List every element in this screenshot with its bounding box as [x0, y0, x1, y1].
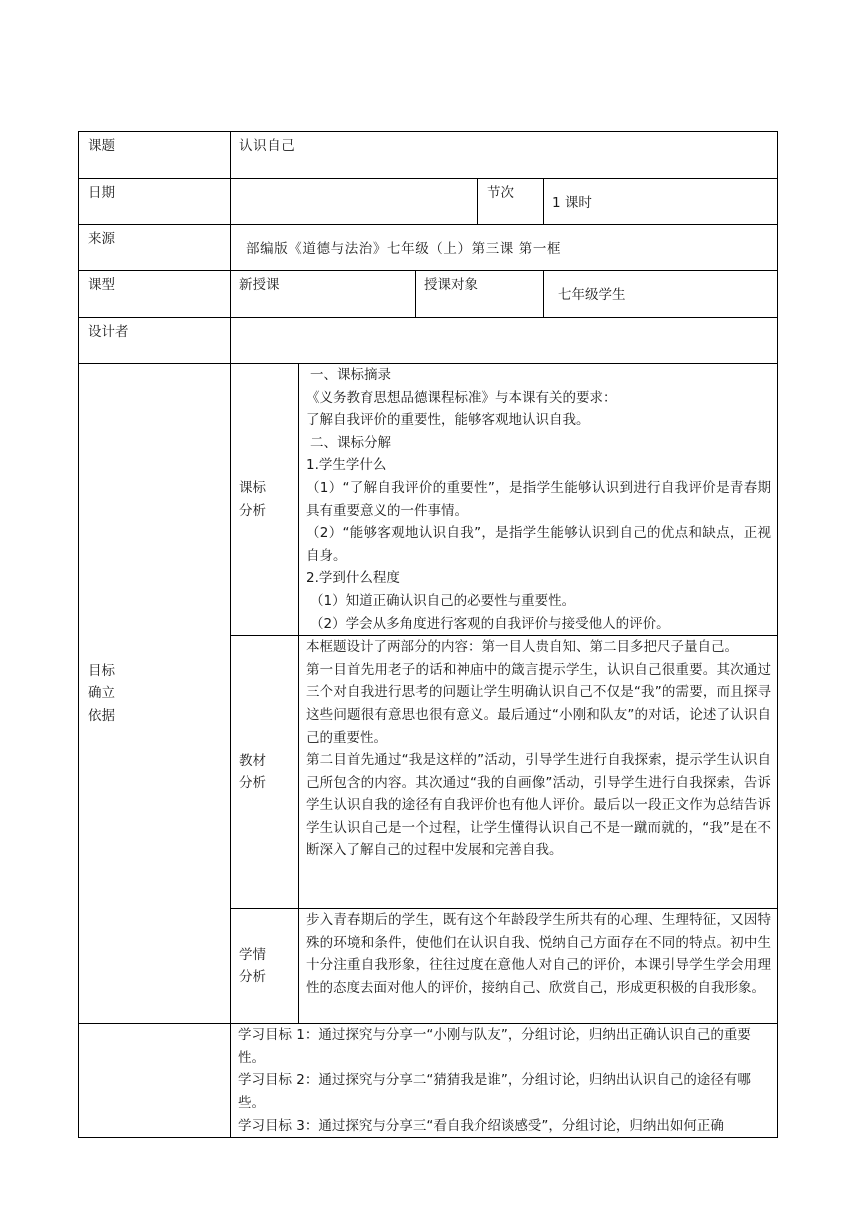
- curriculum-line: 1.学生学什么: [306, 457, 387, 474]
- row-curriculum: [79, 364, 778, 636]
- source-value: 部编版《道德与法治》七年级（上）第三课 第一框: [231, 225, 778, 271]
- curriculum-line: 《义务教育思想品德课程标准》与本课有关的要求：: [306, 389, 617, 406]
- row-topic: [79, 132, 778, 179]
- learner-label-line: 学情: [239, 946, 266, 963]
- basis-label-line: 确立: [88, 685, 115, 702]
- curriculum-label: [231, 364, 299, 636]
- textbook-paragraph: 第二目首先通过“我是这样的”活动，引导学生进行自我探索，提示学生认识自己所包含的内容。其次通过“我的自画像”活动，引导学生进行自我探索，告诉学生认识自我的途径有自我评价也有他人评价。最后以一段正文作为总结告诉学生认识自己是一个过程，让学生懂得认识自己不是一蹴而就的，“我”是在不断深入了解自己的过程中发展和完善自我。: [306, 752, 772, 859]
- goal-item: 学习目标 1：通过探究与分享一“小刚与队友”，分组讨论，归纳出正确认识自己的重要性。: [238, 1027, 751, 1066]
- textbook-label-line: 教材: [239, 752, 266, 769]
- learning-goals: [231, 1024, 778, 1138]
- textbook-paragraph: 本框题设计了两部分的内容：第一目人贵自知、第二目多把尺子量自己。: [306, 639, 738, 656]
- textbook-label-line: 分析: [239, 775, 266, 792]
- lesson-plan-table: [78, 131, 778, 1138]
- curriculum-line: 2.学到什么程度: [306, 570, 400, 587]
- goal-item: 学习目标 2：通过探究与分享二“猜猜我是谁”，分组讨论，归纳出认识自己的途径有哪些。: [238, 1072, 751, 1111]
- curriculum-line: 二、课标分解: [310, 434, 391, 451]
- audience-label: 授课对象: [416, 271, 544, 318]
- textbook-analysis: [299, 636, 778, 909]
- curriculum-line: （2）学会从多角度进行客观的自我评价与接受他人的评价。: [310, 615, 670, 632]
- topic-label: 课题: [79, 132, 231, 179]
- row-type: [79, 271, 778, 318]
- learner-analysis: [299, 909, 778, 1024]
- curriculum-label-line: 课标: [239, 479, 266, 496]
- row-date: [79, 179, 778, 225]
- basis-label-line: 目标: [88, 662, 115, 679]
- goal-item: 学习目标 3：通过探究与分享三“看自我介绍谈感受”，分组讨论，归纳出如何正确: [238, 1117, 724, 1134]
- row-goals: [79, 1024, 778, 1138]
- topic-value: 认识自己: [231, 132, 778, 179]
- curriculum-analysis: [299, 364, 778, 636]
- curriculum-line: 了解自我评价的重要性，能够客观地认识自我。: [306, 412, 590, 429]
- row-designer: [79, 318, 778, 364]
- curriculum-label-line: 分析: [239, 502, 266, 519]
- source-label: 来源: [79, 225, 231, 271]
- learner-label: [231, 909, 299, 1024]
- curriculum-line: （1）“了解自我评价的重要性”，是指学生能够认识到进行自我评价是青春期具有重要意义的一件事情。: [306, 479, 772, 519]
- designer-label: 设计者: [79, 318, 231, 364]
- period-value: 1 课时: [544, 179, 778, 225]
- textbook-label: [231, 636, 299, 909]
- goals-label: [79, 1024, 231, 1138]
- type-value: 新授课: [231, 271, 416, 318]
- audience-value: 七年级学生: [544, 271, 778, 318]
- curriculum-line: 一、课标摘录: [310, 367, 391, 383]
- date-label: 日期: [79, 179, 231, 225]
- curriculum-line: （2）“能够客观地认识自我”，是指学生能够认识到自己的优点和缺点，正视自身。: [306, 525, 772, 564]
- basis-label: [79, 364, 231, 1024]
- row-source: [79, 225, 778, 271]
- date-value: [231, 179, 478, 225]
- learner-label-line: 分析: [239, 969, 266, 986]
- basis-label-line: 依据: [88, 707, 115, 724]
- designer-value: [231, 318, 778, 364]
- learner-text: 步入青春期后的学生，既有这个年龄段学生所共有的心理、生理特征，又因特殊的环境和条件，使他们在认识自我、悦纳自己方面存在不同的特点。初中生十分注重自我形象，往往过度在意他人对自己的评价，本课引导学生学会用理性的态度去面对他人的评价，接纳自己、欣赏自己，形成更积极的自我形象。: [306, 912, 772, 996]
- textbook-paragraph: 第一目首先用老子的话和神庙中的箴言提示学生，认识自己很重要。其次通过三个对自我进行思考的问题让学生明确认识自己不仅是“我”的需要，而且探寻这些问题很有意思也很有意义。最后通过“小刚和队友”的对话，论述了认识自己的重要性。: [306, 661, 772, 746]
- curriculum-line: （1）知道正确认识自己的必要性与重要性。: [310, 592, 576, 609]
- period-label: 节次: [478, 179, 544, 225]
- type-label: 课型: [79, 271, 231, 318]
